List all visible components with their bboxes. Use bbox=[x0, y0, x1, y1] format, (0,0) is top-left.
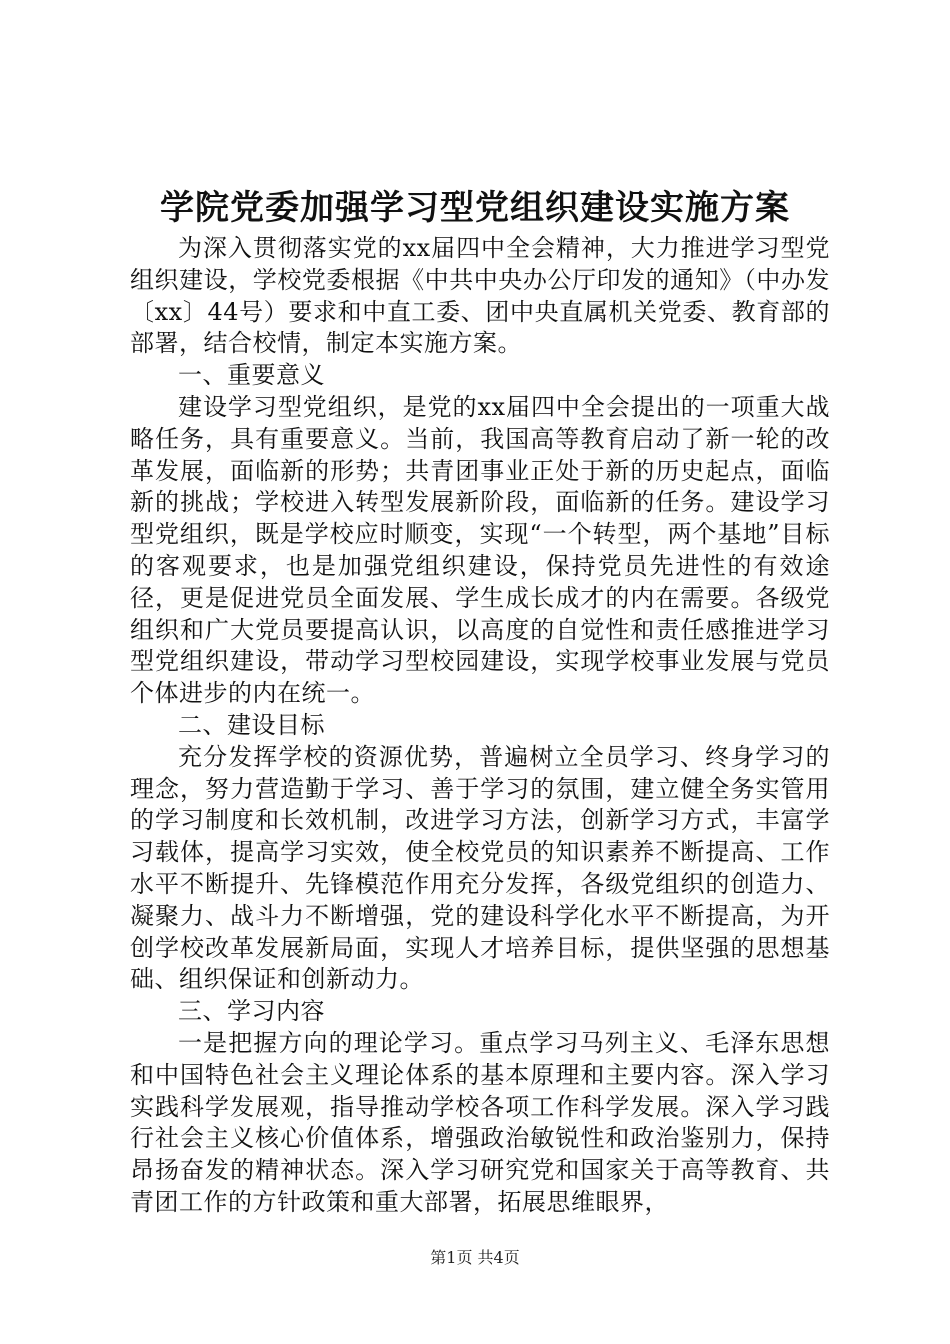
document-title: 学院党委加强学习型党组织建设实施方案 bbox=[160, 188, 790, 228]
page-number: 第1页 共4页 bbox=[430, 1248, 520, 1267]
section-heading-goals: 二、建设目标 bbox=[178, 710, 325, 739]
paragraph-goals: 充分发挥学校的资源优势，普遍树立全员学习、终身学习的理念，努力营造勤于学习、善于学习的氛围，建立健全务实管用的学习制度和长效机制，改进学习方法，创新学习方式，丰富学习载体，提高学习实效，使全校党员的知识素养不断提高、工作水平不断提升、先锋模范作用充分发挥，各级党组织的创造力、凝聚力、战斗力不断增强，党的建设科学化水平不断提高，为开创学校改革发展新局面，实现人才培养目标，提供坚强的思想基础、组织保证和创新动力。 bbox=[130, 742, 830, 994]
paragraph-intro: 为深入贯彻落实党的xx届四中全会精神，大力推进学习型党组织建设，学校党委根据《中共中央办公厅印发的通知》（中办发〔xx〕44号）要求和中直工委、团中央直属机关党委、教育部的部署，结合校情，制定本实施方案。 bbox=[130, 234, 830, 358]
paragraph-significance: 建设学习型党组织，是党的xx届四中全会提出的一项重大战略任务，具有重要意义。当前，我国高等教育启动了新一轮的改革发展，面临新的形势；共青团事业正处于新的历史起点，面临新的挑战；学校进入转型发展新阶段，面临新的任务。建设学习型党组织，既是学校应时顺变，实现“一个转型，两个基地”目标的客观要求，也是加强党组织建设，保持党员先进性的有效途径，更是促进党员全面发展、学生成长成才的内在需要。各级党组织和广大党员要提高认识，以高度的自觉性和责任感推进学习型党组织建设，带动学习型校园建设，实现学校事业发展与党员个体进步的内在统一。 bbox=[130, 392, 830, 708]
paragraph-content: 一是把握方向的理论学习。重点学习马列主义、毛泽东思想和中国特色社会主义理论体系的基本原理和主要内容。深入学习实践科学发展观，指导推动学校各项工作科学发展。深入学习践行社会主义核心价值体系，增强政治敏锐性和政治鉴别力，保持昂扬奋发的精神状态。深入学习研究党和国家关于高等教育、共青团工作的方针政策和重大部署，拓展思维眼界， bbox=[130, 1028, 830, 1216]
document-body bbox=[130, 233, 830, 1219]
section-heading-content: 三、学习内容 bbox=[178, 997, 325, 1026]
section-heading-significance: 一、重要意义 bbox=[178, 361, 325, 390]
